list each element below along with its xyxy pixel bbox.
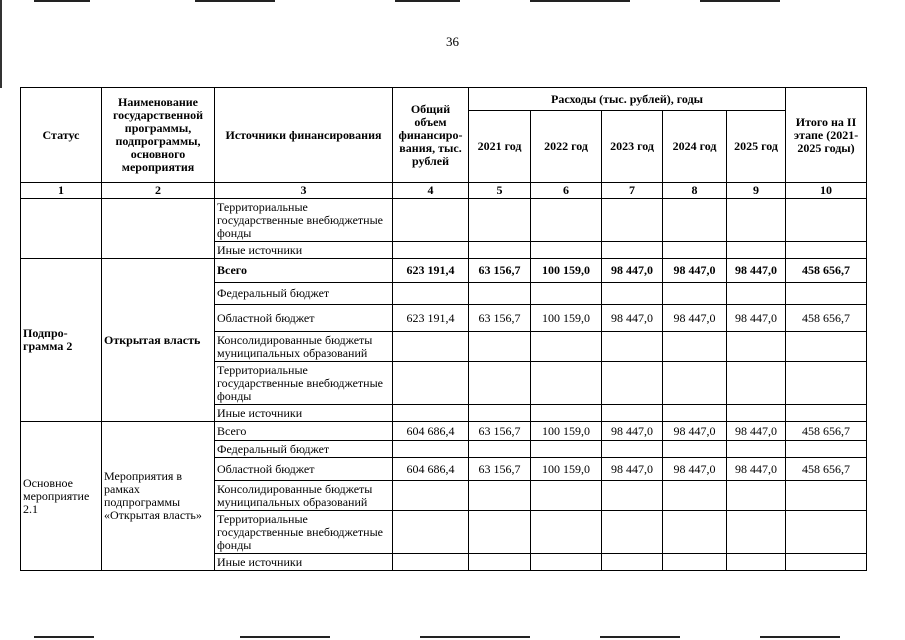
header-status: Статус (21, 88, 102, 183)
top-edge-mark (395, 0, 460, 2)
header-name: Наименование государственной программы, подпрограммы, основного мероприятия (102, 88, 215, 183)
year-cell: 98 447,0 (727, 259, 786, 283)
source-cell: Консолидированные бюджеты муниципальных образований (215, 481, 393, 511)
header-expenses: Расходы (тыс. рублей), годы (469, 88, 786, 111)
year-cell: 98 447,0 (602, 422, 663, 441)
source-cell: Всего (215, 422, 393, 441)
header-year: 2022 год (531, 111, 602, 183)
top-edge-mark (700, 0, 780, 2)
stage-cell: 458 656,7 (786, 259, 867, 283)
source-cell: Территориальные государственные внебюджетные фонды (215, 362, 393, 405)
source-cell: Территориальные государственные внебюджетные фонды (215, 511, 393, 554)
name-cell: Мероприятия в рамках подпрограммы «Открытая власть» (102, 422, 215, 571)
year-cell: 98 447,0 (727, 458, 786, 481)
year-cell: 98 447,0 (663, 305, 727, 332)
source-cell: Территориальные государственные внебюджетные фонды (215, 199, 393, 242)
header-year: 2025 год (727, 111, 786, 183)
status-cell: Основное мероприятие 2.1 (21, 422, 102, 571)
source-cell: Областной бюджет (215, 305, 393, 332)
year-cell: 100 159,0 (531, 305, 602, 332)
source-cell: Иные источники (215, 242, 393, 259)
total-cell: 623 191,4 (393, 259, 469, 283)
column-number: 5 (469, 183, 531, 199)
source-cell: Всего (215, 259, 393, 283)
year-cell: 63 156,7 (469, 422, 531, 441)
table-row (21, 259, 867, 283)
column-number: 3 (215, 183, 393, 199)
total-cell: 604 686,4 (393, 458, 469, 481)
source-cell: Федеральный бюджет (215, 283, 393, 305)
year-cell: 63 156,7 (469, 259, 531, 283)
year-cell: 100 159,0 (531, 422, 602, 441)
column-number: 1 (21, 183, 102, 199)
top-edge-mark (195, 0, 275, 2)
bottom-edge-mark (760, 636, 840, 638)
total-cell: 604 686,4 (393, 422, 469, 441)
year-cell: 98 447,0 (663, 458, 727, 481)
column-numbers-row (21, 183, 867, 199)
column-number: 7 (602, 183, 663, 199)
source-cell: Иные источники (215, 405, 393, 422)
stage-cell: 458 656,7 (786, 458, 867, 481)
bottom-edge-mark (420, 636, 530, 638)
column-number: 2 (102, 183, 215, 199)
year-cell: 100 159,0 (531, 458, 602, 481)
financing-table (20, 87, 867, 571)
header-year: 2021 год (469, 111, 531, 183)
stage-cell: 458 656,7 (786, 305, 867, 332)
source-cell: Иные источники (215, 554, 393, 571)
table-row (21, 199, 867, 242)
page-number: 36 (446, 34, 459, 49)
header-total: Общий объем финансиро-вания, тыс. рублей (393, 88, 469, 183)
header-year: 2024 год (663, 111, 727, 183)
source-cell: Областной бюджет (215, 458, 393, 481)
year-cell: 98 447,0 (663, 422, 727, 441)
year-cell: 100 159,0 (531, 259, 602, 283)
table-header-row (21, 88, 867, 111)
status-cell (21, 199, 102, 259)
year-cell: 98 447,0 (727, 422, 786, 441)
source-cell: Федеральный бюджет (215, 441, 393, 458)
name-cell (102, 199, 215, 259)
bottom-edge-mark (240, 636, 330, 638)
header-sources: Источники финансирования (215, 88, 393, 183)
column-number: 6 (531, 183, 602, 199)
year-cell: 98 447,0 (602, 305, 663, 332)
name-cell: Открытая власть (102, 259, 215, 422)
year-cell: 63 156,7 (469, 458, 531, 481)
top-edge-mark (530, 0, 630, 2)
total-cell: 623 191,4 (393, 305, 469, 332)
year-cell: 98 447,0 (602, 259, 663, 283)
column-number: 10 (786, 183, 867, 199)
header-stage-total: Итого на II этапе (2021-2025 годы) (786, 88, 867, 183)
status-cell: Подпро-грамма 2 (21, 259, 102, 422)
year-cell: 98 447,0 (663, 259, 727, 283)
year-cell: 63 156,7 (469, 305, 531, 332)
column-number: 8 (663, 183, 727, 199)
column-number: 9 (727, 183, 786, 199)
source-cell: Консолидированные бюджеты муниципальных образований (215, 332, 393, 362)
header-year: 2023 год (602, 111, 663, 183)
top-edge-mark (34, 0, 90, 2)
year-cell: 98 447,0 (602, 458, 663, 481)
year-cell: 98 447,0 (727, 305, 786, 332)
column-number: 4 (393, 183, 469, 199)
bottom-edge-mark (34, 636, 94, 638)
stage-cell: 458 656,7 (786, 422, 867, 441)
bottom-edge-mark (600, 636, 680, 638)
table-row (21, 422, 867, 441)
